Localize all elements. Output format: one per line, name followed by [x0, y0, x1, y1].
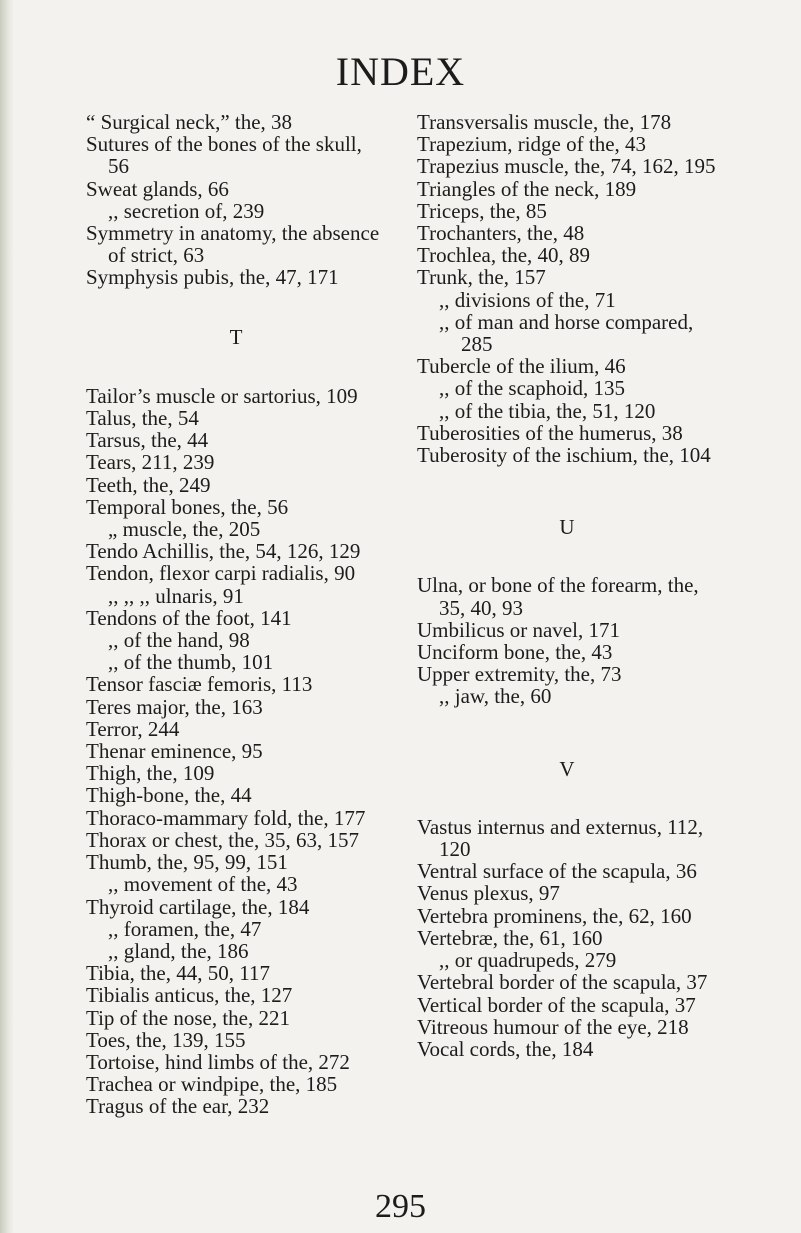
index-entry: Sweat glands, 66 [86, 176, 229, 201]
index-group-t-continued [417, 111, 717, 466]
index-group-s [86, 111, 386, 289]
index-entry: Vertical border of the scapula, 37 [417, 992, 696, 1017]
index-entry: Trapezium, ridge of the, 43 [417, 132, 647, 157]
index-entry: Umbilicus or navel, 171 [417, 617, 620, 642]
index-group-t [86, 385, 386, 1118]
index-subentry: ,, of the hand, 98 [108, 628, 250, 653]
index-entry: Tensor fasciæ femoris, 113 [86, 672, 313, 697]
index-entry: Thyroid cartilage, the, 184 [86, 894, 310, 919]
page-title: INDEX [335, 49, 466, 94]
index-entry: Vocal cords, the, 184 [417, 1036, 594, 1061]
index-entry: Vitreous humour of the eye, 218 [417, 1014, 689, 1039]
section-letter-v: V [559, 756, 575, 781]
index-entry: Vertebræ, the, 61, 160 [417, 925, 603, 950]
index-subentry: „ muscle, the, 205 [108, 517, 261, 542]
index-entry: Trachea or windpipe, the, 185 [86, 1072, 338, 1097]
index-entry: Tip of the nose, the, 221 [86, 1005, 290, 1030]
index-entry: Ulna, or bone of the forearm, the, 35, 40, 93 [417, 573, 699, 620]
index-subentry: ,, movement of the, 43 [108, 872, 298, 897]
index-entry: Talus, the, 54 [86, 406, 199, 431]
right-column [417, 111, 717, 1060]
index-entry: Thorax or chest, the, 35, 63, 157 [86, 827, 359, 852]
index-entry: Toes, the, 139, 155 [86, 1027, 246, 1052]
index-entry: Tragus of the ear, 232 [86, 1094, 270, 1119]
page-edge-shadow [0, 0, 14, 1233]
index-subentry: ,, ,, ,, ulnaris, 91 [108, 583, 244, 608]
page-number: 295 [375, 1188, 426, 1225]
index-group-v [417, 816, 717, 1060]
index-entry: Unciform bone, the, 43 [417, 640, 613, 665]
index-entry: Tendon, flexor carpi radialis, 90 [86, 561, 356, 586]
index-entry: Transversalis muscle, the, 178 [417, 110, 672, 134]
index-entry: Symphysis pubis, the, 47, 171 [86, 265, 339, 290]
section-letter-t: T [229, 324, 243, 349]
index-entry: Trochanters, the, 48 [417, 221, 585, 246]
index-entry: Tubercle of the ilium, 46 [417, 354, 626, 379]
index-entry: Symmetry in anatomy, the absence of strict, 63 [86, 221, 380, 268]
index-entry: Vertebral border of the scapula, 37 [417, 970, 708, 995]
index-entry: Thumb, the, 95, 99, 151 [86, 850, 288, 875]
index-entry: Tendo Achillis, the, 54, 126, 129 [86, 539, 361, 564]
index-subentry: ,, of the thumb, 101 [108, 650, 274, 675]
index-subentry: ,, of the scaphoid, 135 [439, 376, 626, 401]
index-entry: Tibialis anticus, the, 127 [86, 983, 293, 1008]
index-entry: Tortoise, hind limbs of the, 272 [86, 1049, 350, 1074]
index-subentry: ,, or quadrupeds, 279 [439, 948, 617, 973]
index-entry: “ Surgical neck,” the, 38 [86, 110, 293, 134]
index-group-u [417, 574, 717, 707]
index-entry: Terror, 244 [86, 716, 180, 741]
index-entry: Tuberosities of the humerus, 38 [417, 420, 683, 445]
index-entry: Tailor’s muscle or sartorius, 109 [86, 383, 358, 408]
index-entry: Sutures of the bones of the skull, 56 [86, 132, 362, 179]
index-subentry: ,, divisions of the, 71 [439, 287, 616, 312]
index-entry: Ventral surface of the scapula, 36 [417, 859, 697, 884]
index-entry: Tendons of the foot, 141 [86, 605, 292, 630]
index-entry: Tibia, the, 44, 50, 117 [86, 961, 270, 986]
index-entry: Thenar eminence, 95 [86, 739, 263, 764]
index-subentry: ,, secretion of, 239 [108, 198, 265, 223]
index-entry: Teeth, the, 249 [86, 472, 211, 497]
index-entry: Teres major, the, 163 [86, 694, 263, 719]
index-entry: Trochlea, the, 40, 89 [417, 243, 591, 268]
index-subentry: ,, jaw, the, 60 [439, 684, 552, 709]
index-entry: Temporal bones, the, 56 [86, 494, 289, 519]
index-entry: Tarsus, the, 44 [86, 428, 209, 453]
index-entry: Thoraco-mammary fold, the, 177 [86, 805, 366, 830]
index-subentry: ,, of the tibia, the, 51, 120 [439, 398, 656, 423]
index-entry: Upper extremity, the, 73 [417, 662, 622, 687]
index-entry: Trapezius muscle, the, 74, 162, 195 [417, 154, 716, 179]
left-column [86, 111, 386, 1118]
index-entry: Vastus internus and externus, 112, 120 [417, 814, 704, 862]
index-subentry: ,, gland, the, 186 [108, 938, 249, 963]
index-entry: Triceps, the, 85 [417, 198, 547, 223]
index-entry: Triangles of the neck, 189 [417, 176, 637, 201]
section-letter-u: U [559, 515, 575, 540]
index-entry: Trunk, the, 157 [417, 265, 546, 290]
index-subentry: ,, of man and horse compared, 285 [439, 309, 694, 357]
index-entry: Tears, 211, 239 [86, 450, 215, 475]
index-subentry: ,, foramen, the, 47 [108, 916, 262, 941]
index-entry: Vertebra prominens, the, 62, 160 [417, 903, 692, 928]
index-entry: Venus plexus, 97 [417, 881, 560, 906]
index-entry: Thigh-bone, the, 44 [86, 783, 252, 808]
index-entry: Thigh, the, 109 [86, 761, 215, 786]
index-entry: Tuberosity of the ischium, the, 104 [417, 443, 711, 468]
